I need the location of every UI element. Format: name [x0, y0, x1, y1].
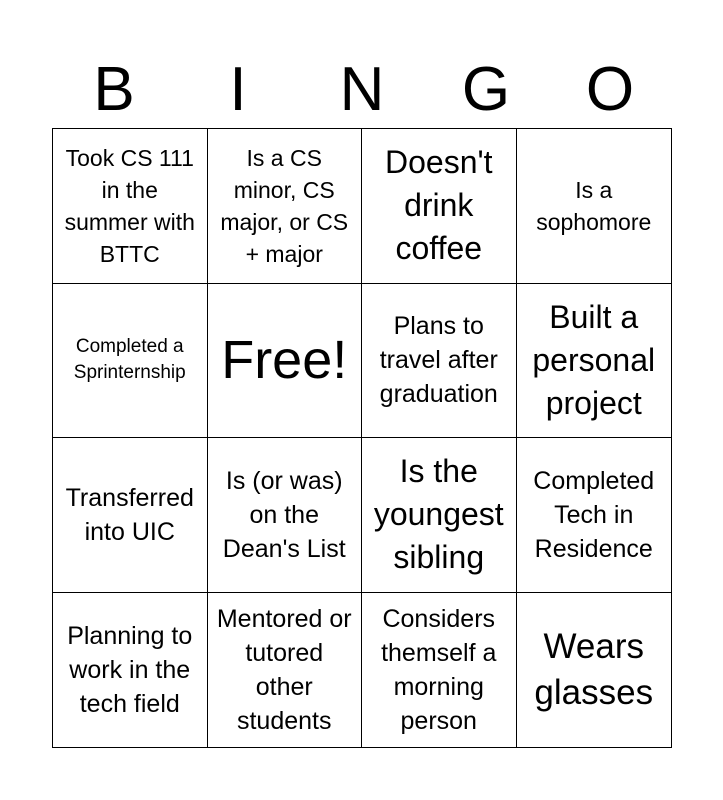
- header-letter-b: B: [93, 55, 135, 124]
- bingo-cell[interactable]: [53, 129, 208, 284]
- header-letter-n: N: [339, 55, 385, 124]
- bingo-cell[interactable]: [517, 438, 672, 593]
- bingo-cell-text: Doesn't drink coffee: [385, 144, 493, 267]
- bingo-cell[interactable]: [517, 129, 672, 284]
- bingo-cell-text: Mentored or tutored other students: [216, 604, 352, 735]
- bingo-cell[interactable]: [362, 129, 517, 284]
- header-letter-o: O: [585, 55, 635, 124]
- bingo-cell-text: Is the youngest sibling: [373, 453, 504, 576]
- bingo-cell[interactable]: [208, 593, 363, 748]
- bingo-cell[interactable]: [362, 438, 517, 593]
- bingo-cell-text: Planning to work in the tech field: [67, 621, 193, 718]
- bingo-cell-text: Built a personal project: [532, 298, 656, 421]
- bingo-cell[interactable]: [53, 593, 208, 748]
- bingo-cell[interactable]: [208, 438, 363, 593]
- header-letter-i: I: [229, 55, 247, 124]
- header-letter-g: G: [461, 55, 511, 124]
- bingo-cell-text: Is a CS minor, CS major, or CS + major: [220, 144, 349, 267]
- bingo-cell[interactable]: [208, 129, 363, 284]
- bingo-cell-text: Wears glasses: [534, 626, 654, 712]
- bingo-cell-text: Is (or was) on the Dean's List: [222, 466, 346, 563]
- bingo-cell-text: Free!: [221, 330, 348, 391]
- bingo-cell-text: Is a sophomore: [536, 176, 652, 235]
- bingo-cell[interactable]: [517, 284, 672, 439]
- bingo-cell[interactable]: [362, 284, 517, 439]
- bingo-cell-free[interactable]: [208, 284, 363, 439]
- bingo-cell-text: Transferred into UIC: [65, 483, 194, 546]
- bingo-cell[interactable]: [517, 593, 672, 748]
- bingo-cell-text: Considers themself a morning person: [381, 604, 497, 735]
- bingo-cell[interactable]: [362, 593, 517, 748]
- bingo-cell-text: Plans to travel after graduation: [379, 312, 498, 409]
- bingo-cell-text: Completed Tech in Residence: [533, 466, 655, 563]
- bingo-header: [52, 52, 672, 128]
- bingo-cell-text: Completed a Sprinternship: [73, 336, 186, 384]
- bingo-board: [52, 128, 672, 748]
- bingo-cell-text: Took CS 111 in the summer with BTTC: [64, 144, 195, 267]
- bingo-cell[interactable]: [53, 284, 208, 439]
- bingo-cell[interactable]: [53, 438, 208, 593]
